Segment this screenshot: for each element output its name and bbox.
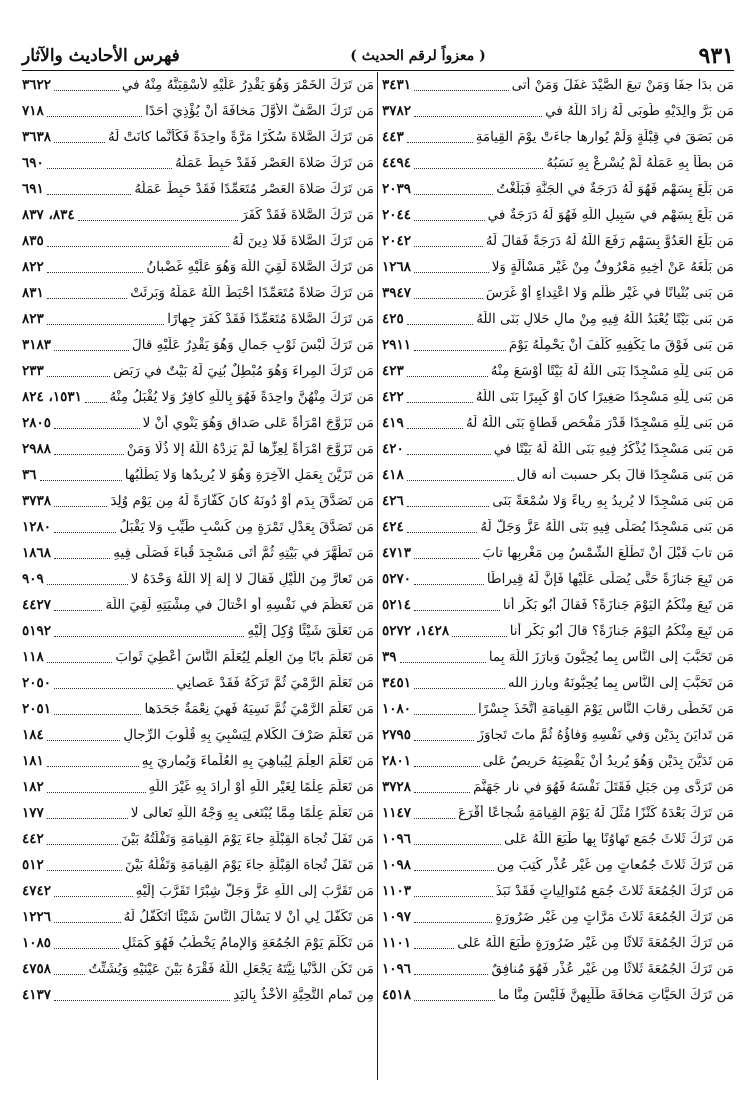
leader-dots (47, 324, 164, 325)
leader-dots (407, 506, 490, 507)
leader-dots (414, 948, 454, 949)
entry-text: مَن تَعَلَّمَ عِلْمًا لِغَيْرِ اللَّهِ أوْ أرادَ بِهِ غَيْرَ اللَّهِ (148, 779, 374, 795)
entry-text: مَن تَرَكَ الصَّلاةَ مُتَعَمِّدًا فَقَدْ كَفَرَ جِهارًا (167, 311, 374, 327)
index-entry (382, 280, 734, 306)
index-entry (22, 306, 374, 332)
leader-dots (414, 584, 484, 585)
index-entry (22, 878, 374, 904)
index-entry (382, 670, 734, 696)
entry-text: مَن تابَ قَبْلَ أنْ تَطْلُعَ الشَّمْسُ مِن مَغْرِبِها تابَ (482, 545, 734, 561)
entry-text: مَن تَرَكَ الخَمْرَ وَهُوَ يَقْدِرُ عَلَيْهِ لأَسْقِيَنَّهُ مِنْهُ في (121, 77, 374, 93)
index-entry (382, 748, 734, 774)
entry-text: مَن تَرَكَ ثَلاثَ جُمُعاتٍ مِن غَيْرِ عُذْرٍ كُتِبَ مِن (496, 857, 734, 873)
index-entry (22, 436, 374, 462)
index-entry (382, 566, 734, 592)
entry-text: مَن تَرَكَ الصَّلاةَ لَقِيَ اللَّهَ وَهُوَ عَلَيْهِ غَضْبانُ (146, 259, 374, 275)
entry-text: مَن بَنى فَوْقَ ما يَكْفِيهِ كُلِّفَ أنْ يَحْمِلَهُ يَوْمَ (508, 337, 734, 353)
hadith-number: ٣٤٥١ (382, 675, 412, 691)
entry-text: مَن تَرَكَ الصَّفَّ الأوَّلَ مَخافَةَ أنْ يُؤْذِيَ أحَدًا (145, 103, 374, 119)
index-entry (22, 618, 374, 644)
entry-text: مَن تَحَبَّبَ إلى النَّاسِ بِما يُحِبُّونَ وَبارَزَ اللَّهَ بِما (488, 649, 734, 665)
page-number: ٩٣١ (698, 43, 734, 69)
entry-text: مَن تَرَكَ صَلاةً مُتَعَمِّدًا أحْبَطَ اللَّهُ عَمَلَهُ وَبَرِئَتْ (130, 285, 374, 301)
index-entry (382, 930, 734, 956)
leader-dots (414, 298, 483, 299)
hadith-number: ١٠٩٨ (382, 857, 412, 873)
index-entry (22, 202, 374, 228)
entry-text: مَن تَرَكَ الصَّلاةَ فَقَدْ كَفَرَ (241, 207, 374, 223)
leader-dots (414, 844, 501, 845)
index-entry (382, 540, 734, 566)
entry-text: مَن تَدَيَّنَ بِدَيْنٍ وَهُوَ يُرِيدُ أنْ يَقْضِيَهُ حَرِيصٌ عَلى (482, 753, 734, 769)
hadith-number: ١٠٩٦ (382, 961, 412, 977)
entry-text: مَن تَرَكَ الجُمُعَةَ ثَلاثَ مَرَّاتٍ مِن غَيْرِ ضَرُورَةٍ (495, 909, 734, 925)
leader-dots (414, 1000, 495, 1001)
index-entry (22, 566, 374, 592)
hadith-number: ٢٩٨٨ (22, 441, 52, 457)
index-entry (22, 150, 374, 176)
entry-text: مَن تَعَلَّمَ صَرْفَ الكَلامِ لِيَسْبِيَ بِهِ قُلُوبَ الرِّجالِ (123, 727, 374, 743)
hadith-number: ٦٩٠ (22, 155, 44, 171)
leader-dots (414, 896, 493, 897)
entry-text: مَن تَعَلَّمَ عِلْمًا مِمَّا يُبْتَغى بِهِ وَجْهُ اللَّهِ تَعالى لا (130, 805, 374, 821)
entry-text: مَن تَعَلَّمَ الرَّمْيَ ثُمَّ تَرَكَهُ فَقَدْ عَصانِي (176, 675, 374, 691)
hadith-number: ٣٦ (22, 467, 37, 483)
entry-text: مَن تَرَكَ ثَلاثَ جُمَعٍ تَهاوُنًا بِها طَبَعَ اللَّهُ عَلى (504, 831, 734, 847)
leader-dots (47, 272, 144, 273)
hadith-number: ١١٠١ (382, 935, 412, 951)
index-entry (382, 358, 734, 384)
index-entry (382, 592, 734, 618)
hadith-number: ٢٠٤٤ (382, 207, 412, 223)
index-entry (22, 540, 374, 566)
hadith-number: ٤٧٥٨ (22, 961, 52, 977)
index-entry (382, 982, 734, 1008)
index-entry (22, 774, 374, 800)
index-entry (382, 852, 734, 878)
hadith-number: ٢٠٥١ (22, 701, 52, 717)
leader-dots (54, 896, 133, 897)
leader-dots (414, 220, 485, 221)
hadith-number: ٤١٩ (382, 415, 404, 431)
entry-text: مَن تَرَكَ بَعْدَهُ كَنْزًا مُثِّلَ لَهُ يَوْمَ القِيامَةِ شُجاعًا أقْرَعَ (458, 805, 734, 821)
index-entry (382, 956, 734, 982)
index-entry (22, 852, 374, 878)
entry-text: مَن بَلَغَ بِسَهْمٍ في سَبِيلِ اللَّهِ فَهُوَ لَهُ دَرَجَةٌ في (487, 207, 734, 223)
leader-dots (414, 272, 489, 273)
entry-text: مَن تَرَكَ صَلاةَ العَصْرِ فَقَدْ حَبِطَ عَمَلُهُ (175, 155, 374, 171)
hadith-number: ٢٠٤٢ (382, 233, 412, 249)
index-entry (382, 332, 734, 358)
entry-text: مَن بَنى لِلَّهِ مَسْجِدًا صَغِيرًا كانَ أوْ كَبِيرًا بَنَى اللَّهُ (475, 389, 734, 405)
hadith-number: ٨٣٥ (22, 233, 44, 249)
index-entry (382, 618, 734, 644)
leader-dots (47, 818, 128, 819)
leader-dots (414, 246, 483, 247)
entry-text: مَن تَرَكَ المِراءَ وَهُوَ مُبْطِلٌ بُنِيَ لَهُ بَيْتٌ في رَبَضِ (113, 363, 374, 379)
hadith-number: ٣٧٢٨ (382, 779, 412, 795)
index-entry (382, 800, 734, 826)
entry-text: مَن تَعارَّ مِنَ اللَّيْلِ فَقالَ لا إلهَ إلا اللَّهُ وَحْدَهُ لا (130, 571, 374, 587)
index-entry (382, 384, 734, 410)
index-entry (22, 228, 374, 254)
index-entry (382, 176, 734, 202)
index-entry (382, 98, 734, 124)
hadith-number: ٤٤٢٧ (22, 597, 52, 613)
hadith-number: ٤٢٣ (382, 363, 404, 379)
index-entry (22, 722, 374, 748)
leader-dots (47, 246, 229, 247)
entry-text: مَن تَفَلَ تُجاهَ القِبْلَةِ جاءَ يَوْمَ القِيامَةِ وَتَفْلَتُهُ بَيْنَ (120, 831, 374, 847)
hadith-number: ٤٤٣ (382, 129, 404, 145)
leader-dots (407, 532, 478, 533)
entry-text: مَن تَرَكَ الجُمُعَةَ ثَلاثًا مِن غَيْرِ ضَرُورَةٍ طَبَعَ اللَّهُ عَلى (457, 935, 734, 951)
hadith-number: ٩٠٩ (22, 571, 44, 587)
hadith-number: ٢٩١١ (382, 337, 412, 353)
index-entry (382, 488, 734, 514)
entry-text: مَن تَفَلَ تُجاهَ القِبْلَةِ جاءَ يَوْمَ القِيامَةِ وَتَفْلُهُ بَيْنَ (125, 857, 374, 873)
index-entry (22, 254, 374, 280)
leader-dots (414, 558, 479, 559)
index-entry (22, 124, 374, 150)
index-entry (382, 150, 734, 176)
entry-text: مَن بَلَغَ العَدُوَّ بِسَهْمٍ رَفَعَ اللَّهُ لَهُ دَرَجَةً فَقالَ لَهُ (485, 233, 734, 249)
hadith-number: ١٠٩٦ (382, 831, 412, 847)
index-entry (22, 930, 374, 956)
entry-text: مَن تَصَدَّقَ بِدَمٍ أوْ دُونَهُ كانَ كَفَّارَةً لَهُ مِن يَوْمِ وُلِدَ (110, 493, 374, 509)
hadith-number: ١٤٢٨، ٥٢٧٢ (382, 623, 450, 639)
index-entry (22, 800, 374, 826)
hadith-number: ٤٢٠ (382, 441, 404, 457)
leader-dots (54, 948, 119, 949)
entry-text: مِن تَمامِ التَّحِيَّةِ الأخْذُ بِاليَدِ (233, 987, 374, 1003)
leader-dots (54, 506, 107, 507)
entry-text: مَن تَخَطَّى رِقابَ النَّاسِ يَوْمَ القِيامَةِ اتَّخَذَ جِسْرًا (477, 701, 734, 717)
leader-dots (414, 714, 475, 715)
entry-text: مَن بَلَغَ بِسَهْمٍ فَهُوَ لَهُ دَرَجَةٌ في الجَنَّةِ فَبَلَغْتُ (496, 181, 734, 197)
hadith-number: ٣٦٢٢ (22, 77, 52, 93)
hadith-number: ١١٨ (22, 649, 44, 665)
leader-dots (414, 168, 543, 169)
entry-text: مَن بطَّأ بِهِ عَمَلُهُ لَمْ يُسْرِعْ بِهِ نَسَبُهُ (546, 155, 734, 171)
leader-dots (414, 792, 470, 793)
index-entry (22, 280, 374, 306)
leader-dots (85, 402, 107, 403)
index-entry (22, 956, 374, 982)
leader-dots (414, 766, 480, 767)
hadith-number: ٥١٢ (22, 857, 44, 873)
hadith-number: ٤٢٥ (382, 311, 404, 327)
hadith-number: ٤٢٤ (382, 519, 404, 535)
entry-text: مَن تَزَوَّجَ امْرَأةً لِعِزِّها لَمْ يَزِدْهُ اللَّهُ إلا ذُلًّا وَمَنْ (126, 441, 374, 457)
leader-dots (40, 480, 122, 481)
hadith-number: ١٠٨٥ (22, 935, 52, 951)
entry-text: مَن تَكَلَّمَ يَوْمَ الجُمُعَةِ وَالإمامُ يَخْطُبُ فَهُوَ كَمَثَلِ (121, 935, 374, 951)
leader-dots (414, 350, 506, 351)
leader-dots (47, 298, 127, 299)
hadith-number: ٤١٣٧ (22, 987, 52, 1003)
entry-text: مَن تَعَلَّقَ شَيْئًا وُكِلَ إلَيْهِ (247, 623, 374, 639)
leader-dots (54, 558, 110, 559)
index-entry (22, 670, 374, 696)
index-entry (382, 228, 734, 254)
index-entry (22, 514, 374, 540)
leader-dots (54, 428, 140, 429)
leader-dots (47, 740, 121, 741)
leader-dots (47, 116, 142, 117)
index-entry (22, 176, 374, 202)
entry-text: مَن بَصَقَ في قِبْلَةٍ وَلَمْ يُوارِها جاءَتْ يوْمَ القِيامَةِ (475, 129, 734, 145)
entry-text: مَن بَنى لِلَّهِ مَسْجِدًا قَدْرَ مَفْحَصِ قَطاةٍ بَنَى اللَّهُ لَهُ (466, 415, 734, 431)
hadith-number: ٦٩١ (22, 181, 44, 197)
index-entry (22, 462, 374, 488)
page-title: فهرس الأحاديث والآثار (22, 46, 180, 66)
leader-dots (452, 636, 507, 637)
index-entry (22, 488, 374, 514)
leader-dots (78, 220, 239, 221)
leader-dots (47, 662, 113, 663)
hadith-number: ٢٧٩٥ (382, 727, 412, 743)
entry-text: مَن تَرَكَ صَلاةَ العَصْرِ مُتَعَمِّدًا فَقَدْ حَبِطَ عَمَلُهُ (134, 181, 374, 197)
leader-dots (414, 922, 492, 923)
hadith-number: ٤٤٩٤ (382, 155, 412, 171)
index-entry (382, 462, 734, 488)
leader-dots (407, 324, 473, 325)
leader-dots (414, 116, 542, 117)
leader-dots (407, 480, 514, 481)
leader-dots (407, 428, 463, 429)
hadith-number: ١٨٤ (22, 727, 44, 743)
column-divider (377, 72, 378, 1080)
hadith-number: ٣٩ (382, 649, 397, 665)
leader-dots (47, 168, 172, 169)
hadith-number: ١٨١ (22, 753, 44, 769)
hadith-number: ١٠٩٧ (382, 909, 412, 925)
page-header (22, 42, 734, 70)
entry-text: مَن تَرَكَ لُبْسَ ثَوْبِ جَمالٍ وَهُوَ يَقْدِرُ عَلَيْهِ قالَ (131, 337, 374, 353)
index-entry (22, 904, 374, 930)
entry-text: مَن تَدايَنَ بِدَيْنٍ وَفي نَفْسِهِ وَفاؤُهُ ثُمَّ ماتَ تَجاوَزَ (477, 727, 734, 743)
leader-dots (47, 792, 146, 793)
hadith-number: ١٢٨٠ (22, 519, 52, 535)
leader-dots (414, 974, 488, 975)
hadith-number: ٣٧٨٢ (382, 103, 412, 119)
hadith-number: ١٥٣١، ٨٢٤ (22, 389, 82, 405)
entry-text: مَن تَرَكَ الصَّلاةَ سُكْرًا مَرَّةً واحِدَةً فَكَأنَّما كانَتْ لَهُ (108, 129, 374, 145)
leader-dots (414, 90, 509, 91)
index-entry (22, 332, 374, 358)
entry-text: مَن بَنى بُنْيانًا في غَيْرِ ظُلْمٍ وَلا اعْتِداءٍ أوْ غَرَسَ (485, 285, 734, 301)
index-entry (382, 826, 734, 852)
hadith-number: ١٢٢٦ (22, 909, 52, 925)
leader-dots (54, 1000, 230, 1001)
index-entry (22, 592, 374, 618)
leader-dots (54, 922, 121, 923)
hadith-number: ٢٨٠١ (382, 753, 412, 769)
entry-text: مَن تَرَدَّى مِن جَبَلٍ فَقَتَلَ نَفْسَهُ فَهُوَ في نارِ جَهَنَّمَ (473, 779, 734, 795)
leader-dots (407, 454, 491, 455)
hadith-number: ٢٠٣٩ (382, 181, 412, 197)
index-entry (22, 410, 374, 436)
index-entry (382, 306, 734, 332)
index-entry (382, 410, 734, 436)
hadith-number: ٣٩٤٧ (382, 285, 412, 301)
hadith-number: ١٨٦٨ (22, 545, 52, 561)
entry-text: مَن بدَا جفَا وَمَنْ تبعَ الصَّيْدَ غفَلَ وَمَنْ أتى (511, 77, 734, 93)
hadith-number: ٤٥١٨ (382, 987, 412, 1003)
leader-dots (54, 610, 102, 611)
hadith-number: ٢٠٥٠ (22, 675, 52, 691)
entry-text: مَن بَنى مَسْجِدًا يُصَلَّى فِيهِ بَنَى اللَّهُ عَزَّ وَجَلَّ لَهُ (480, 519, 734, 535)
index-entry (382, 436, 734, 462)
hadith-number: ٥١٩٢ (22, 623, 52, 639)
entry-text: مَن تَعَلَّمَ العِلْمَ لِيُباهِيَ بِهِ العُلَماءَ وَيُمارِيَ بِهِ (141, 753, 374, 769)
hadith-number: ٣٤٣١ (382, 77, 412, 93)
leader-dots (54, 454, 124, 455)
hadith-number: ٢٨٠٥ (22, 415, 52, 431)
hadith-number: ١٠٨٠ (382, 701, 412, 717)
leader-dots (54, 350, 129, 351)
leader-dots (47, 584, 128, 585)
entry-text: مَن بَنى لِلَّهِ مَسْجِدًا بَنَى اللَّهُ لَهُ بَيْتًا أوْسَعَ مِنْهُ (490, 363, 734, 379)
hadith-number: ٤٢٢ (382, 389, 404, 405)
entry-text: مَن تَرَكَ مِنْهُنَّ واحِدَةً فَهُوَ بِاللَّهِ كافِرٌ وَلا يُقْبَلُ مِنْهُ (109, 389, 374, 405)
hadith-number: ١٢٦٨ (382, 259, 412, 275)
entry-text: مَن تَطَهَّرَ في بَيْتِهِ ثُمَّ أتَى مَسْجِدَ قُباءَ فَصَلَّى فِيهِ (113, 545, 374, 561)
entry-text: مَن بَنى مَسْجِدًا لا يُرِيدُ بِهِ رِياءً وَلا سُمْعَةً بَنَى (492, 493, 734, 509)
leader-dots (54, 636, 244, 637)
leader-dots (400, 662, 486, 663)
leader-dots (414, 688, 505, 689)
index-entry (382, 124, 734, 150)
hadith-number: ١٨٢ (22, 779, 44, 795)
left-column (22, 72, 374, 1008)
entry-text: مَن تَكُنِ الدُّنْيا نِيَّتَهُ يَجْعَلِ اللَّهُ فَقْرَهُ بَيْنَ عَيْنَيْهِ وَيُشَتِّتُ (88, 961, 374, 977)
hadith-number: ١١٤٧ (382, 805, 412, 821)
index-entry (382, 72, 734, 98)
entry-text: مَن تَكَفَّلَ لِي أنْ لا يَسْألَ النَّاسَ شَيْئًا أتَكَفَّلُ لَهُ (123, 909, 374, 925)
index-entry (382, 254, 734, 280)
leader-dots (47, 194, 132, 195)
hadith-number: ٥٢١٤ (382, 597, 412, 613)
index-entry (22, 982, 374, 1008)
entry-text: مَن تَبِعَ مِنْكُمُ اليَوْمَ جَنازَةً؟ فَقالَ أبُو بَكْرٍ أنا (502, 597, 734, 613)
hadith-number: ٤٤٢ (22, 831, 44, 847)
hadith-number: ٢٣٣ (22, 363, 44, 379)
entry-text: مَن تَرَكَ الصَّلاةَ فَلا دِينَ لَهُ (232, 233, 374, 249)
hadith-number: ٣٦٣٨ (22, 129, 52, 145)
index-entry (382, 904, 734, 930)
index-entry (382, 514, 734, 540)
hadith-number: ٥٢٧٠ (382, 571, 412, 587)
leader-dots (407, 142, 473, 143)
index-entry (22, 696, 374, 722)
leader-dots (414, 194, 493, 195)
hadith-number: ٤٢٦ (382, 493, 404, 509)
entry-text: مَن تَزَوَّجَ امْرَأةً عَلى صَداقٍ وَهُوَ يَنْوِي أنْ لا (142, 415, 374, 431)
entry-text: مَن تَرَكَ الحَيَّاتِ مَخافَةَ طَلَبِهِنَّ فَلَيْسَ مِنَّا ما (498, 987, 734, 1003)
index-entry (382, 644, 734, 670)
leader-dots (47, 844, 118, 845)
hadith-number: ٨٢٣ (22, 311, 44, 327)
entry-text: مَن تَعَلَّمَ بابًا مِنَ العِلْمِ لِيُعَلِّمَ النَّاسَ أُعْطِيَ ثَوابَ (115, 649, 374, 665)
hadith-number: ٨٣١ (22, 285, 44, 301)
index-entry (22, 98, 374, 124)
leader-dots (54, 974, 85, 975)
leader-dots (54, 688, 173, 689)
index-entry (22, 72, 374, 98)
entry-text: مَن تَرَكَ الجُمُعَةَ ثَلاثًا مِن غَيْرِ عُذْرٍ فَهُوَ مُنافِقٌ (491, 961, 734, 977)
entry-text: مَن تَزَيَّنَ بِعَمَلِ الآخِرَةِ وَهُوَ لا يُرِيدُها وَلا يَطْلُبُها (124, 467, 374, 483)
right-column (382, 72, 734, 1008)
hadith-number: ٣١٨٣ (22, 337, 52, 353)
entry-text: مَن بَنى مَسْجِدًا قالَ بكر حسبت أنه قال (516, 467, 734, 483)
leader-dots (414, 610, 500, 611)
leader-dots (54, 142, 105, 143)
leader-dots (414, 818, 455, 819)
index-entry (22, 826, 374, 852)
leader-dots (54, 532, 116, 533)
page-subtitle: ( معزواً لرقم الحديث ) (350, 48, 486, 64)
leader-dots (54, 714, 141, 715)
leader-dots (47, 870, 122, 871)
entry-text: مَن تَرَكَ الجُمُعَةَ ثَلاثَ جُمَعٍ مُتَوالِياتٍ فَقَدْ نَبَذَ (495, 883, 734, 899)
leader-dots (414, 740, 474, 741)
leader-dots (47, 376, 110, 377)
index-entry (22, 384, 374, 410)
entry-text: مَن تَصَدَّقَ بِعَدْلِ تَمْرَةٍ مِن كَسْبٍ طَيِّبٍ وَلا يَقْبَلُ (119, 519, 374, 535)
index-entry (22, 644, 374, 670)
hadith-number: ٤١٨ (382, 467, 404, 483)
leader-dots (407, 376, 488, 377)
hadith-number: ٤٧٤٢ (22, 883, 52, 899)
leader-dots (407, 402, 473, 403)
hadith-number: ١٧٧ (22, 805, 44, 821)
entry-text: مَن بَنى مَسْجِدًا يُذْكَرُ فِيهِ بَنَى اللَّهُ لَهُ بَيْتًا في (493, 441, 734, 457)
entry-text: مَن بَنى بَيْتًا يُعْبَدُ اللَّهُ فِيهِ مِنْ مالٍ حَلالٍ بَنَى اللَّهُ (476, 311, 734, 327)
hadith-number: ٣٧٣٨ (22, 493, 52, 509)
entry-text: مَن تَقَرَّبَ إلى اللَّهِ عَزَّ وَجَلَّ شِبْرًا تَقَرَّبَ إلَيْهِ (135, 883, 374, 899)
header-rule (22, 70, 734, 71)
entry-text: مَن بَرَّ والِدَيْهِ طُوبَى لَهُ زادَ اللَّهُ في (545, 103, 734, 119)
index-entry (382, 774, 734, 800)
index-entry (382, 878, 734, 904)
hadith-number: ٧١٨ (22, 103, 44, 119)
entry-text: مَن تَبِعَ جَنازَةً حَتَّى يُصَلَّى عَلَيْها فَإنَّ لَهُ قِيراطًا (486, 571, 734, 587)
leader-dots (414, 870, 494, 871)
hadith-number: ٨٢٢ (22, 259, 44, 275)
index-entry (382, 722, 734, 748)
index-entry (382, 696, 734, 722)
entry-text: مَن تَعَلَّمَ الرَّمْيَ ثُمَّ نَسِيَهُ فَهِيَ نِعْمَةٌ جَحَدَها (144, 701, 374, 717)
index-entry (22, 358, 374, 384)
hadith-number: ٤٧١٣ (382, 545, 412, 561)
index-entry (22, 748, 374, 774)
index-entry (382, 202, 734, 228)
entry-text: مَن تَحَبَّبَ إلى النَّاسِ بِما يُحِبُّونَهُ وبارز الله (507, 675, 734, 691)
leader-dots (54, 90, 119, 91)
entry-text: مَن تَعَظَّمَ في نَفْسِهِ أوِ اخْتالَ في مِشْيَتِهِ لَقِيَ اللَّهَ (105, 597, 374, 613)
entry-text: مَن تَبِعَ مِنْكُمُ اليَوْمَ جَنازَةً؟ قالَ أبُو بَكْرٍ أنا (509, 623, 734, 639)
hadith-number: ١١٠٣ (382, 883, 412, 899)
hadith-number: ٨٣٤، ٨٣٧ (22, 207, 75, 223)
leader-dots (47, 766, 139, 767)
entry-text: مَن بَلَغَهُ عَنْ أخِيهِ مَعْرُوفٌ مِنْ غَيْرِ مَسْألَةٍ وَلا (491, 259, 734, 275)
